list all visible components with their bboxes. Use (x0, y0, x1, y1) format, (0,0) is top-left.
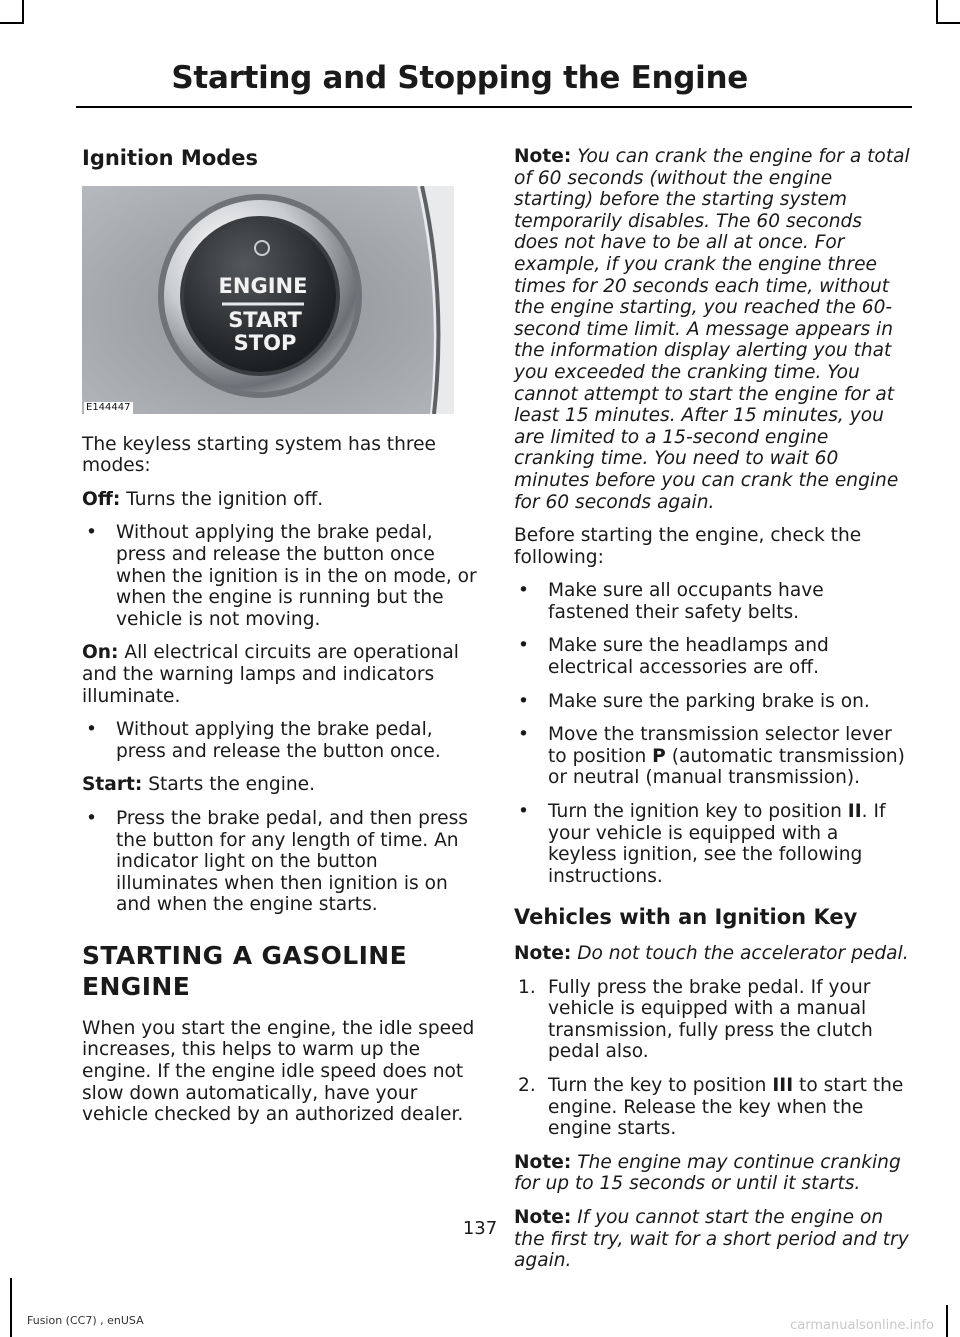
bullet-mark: • (518, 801, 529, 823)
start-text: Starts the engine. (142, 774, 316, 796)
right-column (514, 146, 910, 1284)
note-text: Do not touch the accelerator pedal. (571, 943, 909, 964)
ignition-modes-heading: Ignition Modes (82, 146, 259, 170)
position-ii: II (847, 801, 862, 823)
page-title: Starting and Stopping the Engine (171, 60, 748, 96)
button-label-stop: STOP (233, 330, 297, 355)
list-item (514, 635, 910, 678)
off-label: Off: (82, 488, 121, 510)
button-label-start: START (228, 307, 302, 332)
step-number: 1. (518, 976, 536, 998)
on-bullet-text: Without applying the brake pedal, press and release the button once. (116, 719, 441, 762)
step-text: Fully press the brake pedal. If your vehicle is equipped with a manual transmission, fully press the clutch pedal also. (548, 976, 873, 1063)
on-label: On: (82, 642, 119, 664)
on-bullets (82, 719, 477, 762)
bullet-mark: • (86, 719, 97, 741)
section-heading-line1: STARTING A GASOLINE (82, 940, 408, 970)
section-heading-line2: ENGINE (82, 971, 191, 1001)
check-text: Move the transmission selector lever to position (548, 724, 892, 767)
checklist (514, 580, 910, 887)
off-mode (82, 489, 477, 511)
button-label-engine: ENGINE (218, 273, 308, 298)
off-bullets (82, 522, 477, 630)
note-text: You can crank the engine for a total of 60 seconds (without the engine starting) before the starting system temporarily disables. The 60 seconds does not have to be all at once. For example, if you crank the engine three times for 20 seconds each time, without the engine starting, you reached the 60-second time limit. A message appears in the information display alerting you that you exceeded the cranking time. You cannot attempt to start the engine for at least 15 minutes. After 15 minutes, you are limited to a 15-second engine cranking time. You need to wait 60 minutes before you can crank the engine for 60 seconds again. (514, 146, 910, 513)
on-text: All electrical circuits are operational and the warning lamps and indicators illuminate. (82, 642, 459, 707)
bullet-mark: • (86, 807, 97, 829)
left-column (82, 146, 477, 1138)
bullet-mark: • (518, 724, 529, 746)
header-rule (76, 106, 912, 108)
intro-text: The keyless starting system has three modes: (82, 433, 436, 477)
steps (514, 977, 910, 1140)
list-item (82, 522, 477, 630)
crop-mark (936, 0, 938, 24)
check-text: Make sure the headlamps and electrical accessories are off. (548, 635, 829, 679)
check-text: Make sure all occupants have fastened their safety belts. (548, 580, 824, 623)
start-bullet-text: Press the brake pedal, and then press the button for any length of time. An indicator light on the button illuminates when then ignition is on and when the engine starts. (116, 807, 468, 916)
crop-mark (22, 0, 24, 24)
page-number: 137 (462, 1218, 498, 1239)
note-label: Note: (514, 1206, 572, 1228)
list-item (82, 719, 477, 762)
note-accelerator (514, 943, 910, 965)
start-mode (82, 774, 477, 796)
list-item (514, 1075, 910, 1140)
bullet-mark: • (518, 635, 529, 657)
list-item (514, 977, 910, 1063)
start-bullets (82, 808, 477, 916)
list-item (514, 580, 910, 623)
section-body: When you start the engine, the idle speed increases, this helps to warm up the engine. If the engine idle speed does not slow down automatically, have your vehicle checked by an authorized dealer. (82, 1017, 475, 1126)
step-text: to start the engine. Release the key when the engine starts. (548, 1074, 904, 1140)
step-text: Turn the key to position (548, 1074, 773, 1096)
bullet-mark: • (518, 580, 529, 602)
list-item (82, 808, 477, 916)
off-bullet-text: Without applying the brake pedal, press and release the button once when the ignition is in the on mode, or when the engine is running but the vehicle is not moving. (116, 522, 477, 630)
crop-mark (0, 22, 24, 24)
list-item (514, 801, 910, 887)
figure-code: E144447 (86, 401, 131, 413)
check-text: (automatic transmission) or neutral (manual transmission). (548, 745, 905, 789)
check-intro: Before starting the engine, check the following: (514, 525, 862, 568)
note-text: The engine may continue cranking for up to 15 seconds or until it starts. (514, 1151, 901, 1195)
footer-text: Fusion (CC7) , enUSA (27, 1314, 144, 1327)
bullet-mark: • (86, 522, 97, 544)
on-mode (82, 642, 477, 707)
step-number: 2. (518, 1074, 536, 1096)
check-text: Make sure the parking brake is on. (548, 690, 870, 712)
check-text: . If your vehicle is equipped with a keyless ignition, see the following instructions. (548, 801, 886, 887)
crop-mark (10, 1278, 12, 1337)
push-button-illustration (82, 186, 454, 414)
bullet-mark: • (518, 690, 529, 712)
check-text: Turn the ignition key to position (548, 801, 848, 823)
note-cranking (514, 146, 910, 513)
engine-button-figure (82, 186, 454, 414)
start-label: Start: (82, 774, 143, 796)
note-cranking-duration (514, 1152, 910, 1195)
list-item (514, 691, 910, 713)
crop-mark (936, 22, 960, 24)
ignition-key-heading: Vehicles with an Ignition Key (514, 905, 858, 930)
watermark: carmanualsonline.info (790, 1318, 934, 1333)
position-p: P (652, 745, 666, 767)
position-iii: III (772, 1074, 794, 1096)
note-label: Note: (514, 1151, 572, 1173)
note-label: Note: (514, 146, 572, 167)
note-text: If you cannot start the engine on the first try, wait for a short period and try again. (514, 1206, 909, 1272)
list-item (514, 724, 910, 789)
note-label: Note: (514, 943, 572, 964)
note-retry (514, 1207, 910, 1272)
off-text: Turns the ignition off. (120, 488, 324, 510)
crop-mark (946, 1305, 948, 1337)
